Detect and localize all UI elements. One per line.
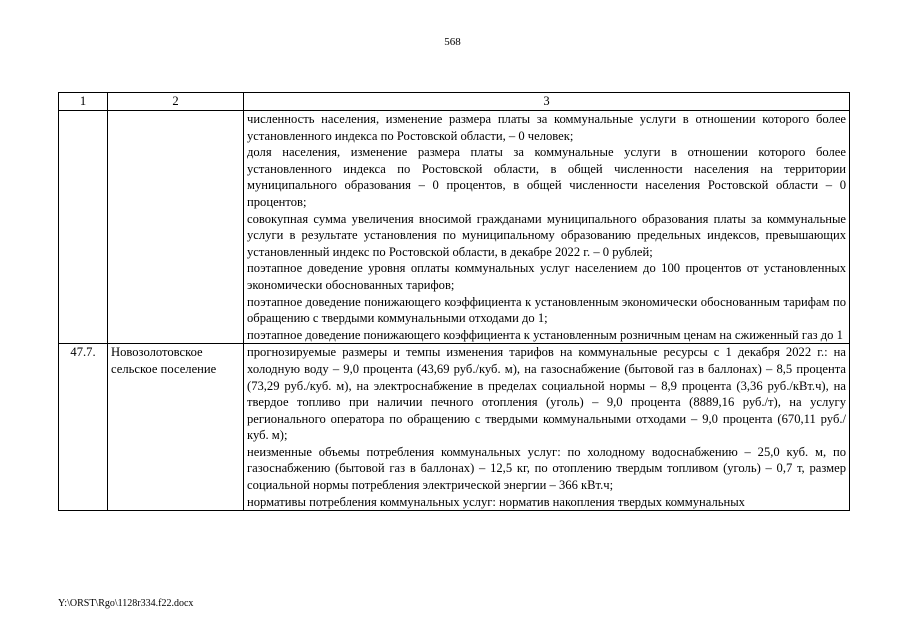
row-number [59, 111, 108, 344]
paragraph: нормативы потребления коммунальных услуг: норматив накопления твердых коммунальных [247, 494, 745, 509]
paragraph: неизменные объемы потребления коммунальных услуг: по холодному водоснабжению – 25,0 куб. м, по газоснабжению (бытовой газ в баллонах) – 12,5 кг, по отоплению твердым топливом (уголь) – 0,7 т, размер социальной нормы потребления электрической энергии – 366 кВт.ч; [247, 444, 846, 493]
paragraph: прогнозируемые размеры и темпы изменения тарифов на коммунальные ресурсы с 1 декабря 2022 г.: на холодную воду – 9,0 процента (43,69 руб./куб. м), на газоснабжение (бытовой газ в баллонах) – 8,5 процента (73,29 руб./куб. м), на электроснабжение в пределах социальной нормы – 8,9 процента (3,36 руб./кВт.ч), на твердое топливо при наличии печного отопления (уголь) – 9,0 процента (8889,16 руб./т), на услугу регионального оператора по обращению с твердыми коммунальными отходами – 9,0 процента (670,11 руб./куб. м); [247, 345, 846, 443]
settlement-name [108, 111, 244, 344]
paragraph: совокупная сумма увеличения вносимой гражданами муниципального образования платы за коммунальные услуги в результате установления по муниципальному образованию предельных индексов, превышающих установленный индекс по Ростовской области, в декабре 2022 г. – 0 рублей; [247, 211, 846, 259]
table-row [59, 344, 850, 511]
file-path-footer: Y:\ORST\Rgo\1128r334.f22.docx [58, 598, 194, 609]
paragraph: поэтапное доведение понижающего коэффициента к установленным розничным ценам на сжиженный газ до 1 [247, 327, 843, 342]
paragraph: численность населения, изменение размера платы за коммунальные услуги в отношении которого более установленного индекса по Ростовской области, – 0 человек; [247, 112, 846, 143]
row-content [244, 344, 850, 511]
paragraph: поэтапное доведение уровня оплаты коммунальных услуг населением до 100 процентов от установленных экономически обоснованных тарифов; [247, 261, 846, 292]
paragraph: доля населения, изменение размера платы за коммунальные услуги в отношении которого более установленного индекса по Ростовской области, в общей численности населения на территории муниципального образования – 0 процентов, в общей численности населения Ростовской области – 0 процентов; [247, 145, 846, 209]
page-number: 568 [444, 36, 461, 48]
column-header-2: 2 [108, 93, 244, 111]
table-header-row [59, 93, 850, 111]
table-row [59, 111, 850, 344]
row-content [244, 111, 850, 344]
row-number: 47.7. [59, 344, 108, 511]
document-table [58, 92, 850, 511]
column-header-1: 1 [59, 93, 108, 111]
settlement-name: Новозолотовское сельское поселение [108, 344, 244, 511]
column-header-3: 3 [244, 93, 850, 111]
paragraph: поэтапное доведение понижающего коэффициента к установленным экономически обоснованным тарифам по обращению с твердыми коммунальными отходами до 1; [247, 294, 846, 326]
